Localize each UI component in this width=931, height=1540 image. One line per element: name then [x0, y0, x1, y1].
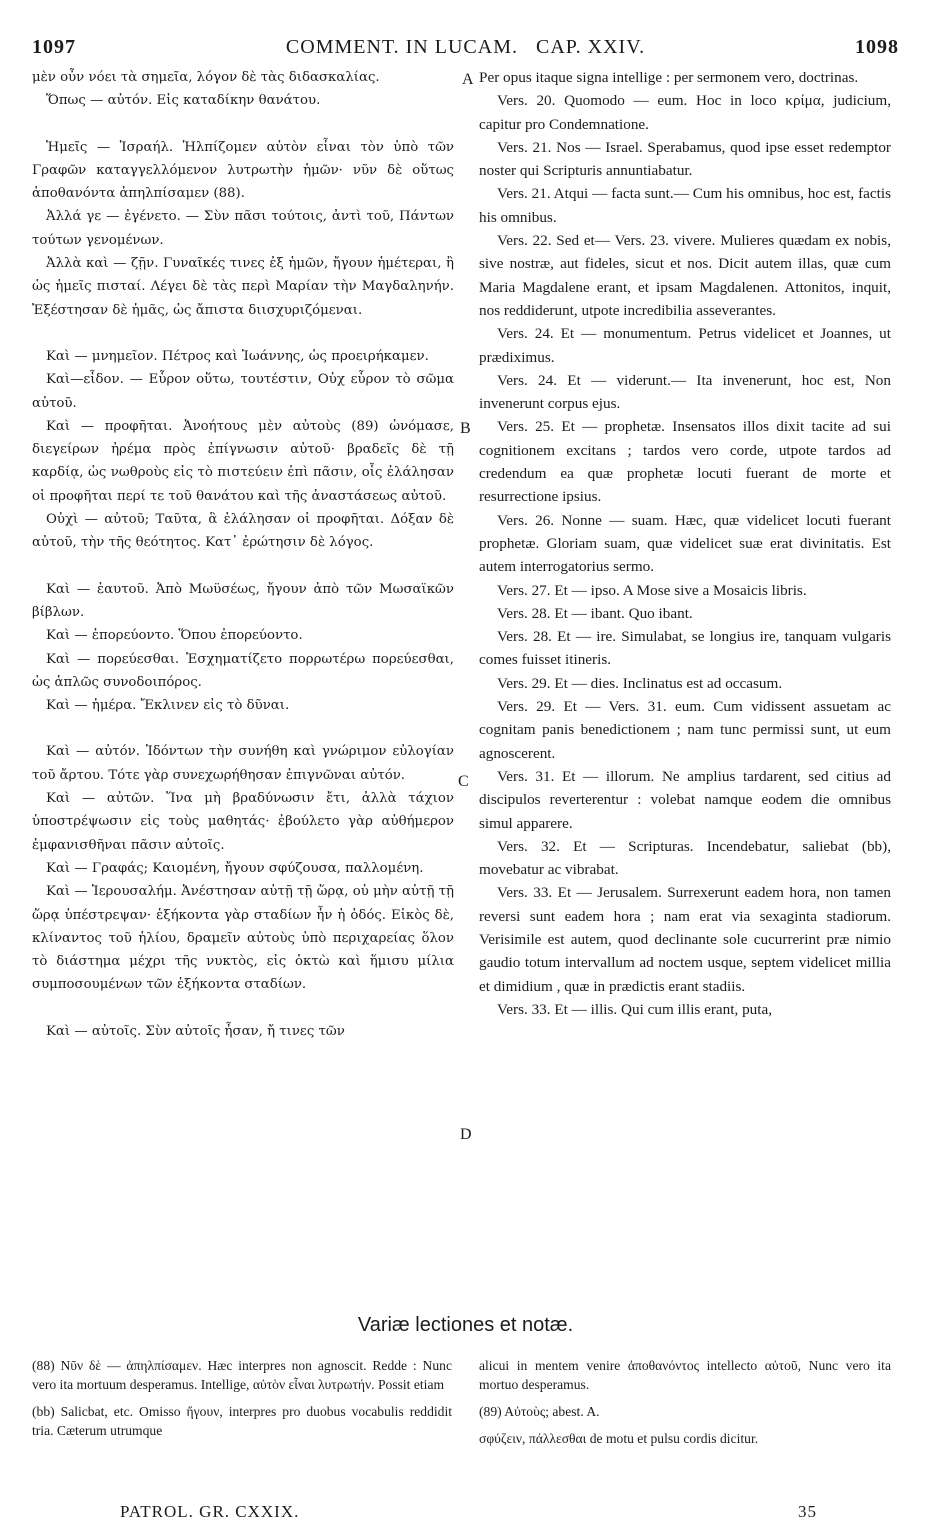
latin-paragraph: Vers. 22. Sed et— Vers. 23. vivere. Mulieres quædam ex nobis, sive nostræ, aut fideles, sicut et nos. Dicit autem illas, quæ cum Maria Magdalene erant, et ipsam Magdalenen. Attonitos, inquit, nos reddiderunt, utpote incredibilia asseverantes. — [479, 232, 891, 319]
greek-paragraph: Καὶ — Ἱερουσαλήμ. Ἀνέστησαν αὐτῇ τῇ ὥρᾳ, οὐ μὴν αὐτῇ τῇ ὥρᾳ ὑπέστρεψαν· ἑξήκοντα γὰρ σταδίων ἦν ἡ ὁδός. Εἰκὸς δὲ, κλίναντος τοῦ ἡλίου, δραμεῖν αὐτοὺς ὑπὸ περιχαρείας ὅλον τὸ διάστημα μέχρι τῆς νυκτὸς, εἰς ὀκτὼ καὶ ἥμισυ μίλια συμποσουμένων τῶν ἑξήκοντα σταδίων. — [32, 884, 454, 993]
margin-letter-b: B — [460, 420, 471, 437]
margin-letter-d: D — [460, 1126, 472, 1143]
greek-paragraph: Καὶ — αὐτῶν. Ἵνα μὴ βραδύνωσιν ἔτι, ἀλλὰ τάχιον ὑποστρέψωσιν εἰς τοὺς μαθητάς· ἐβούλετο γὰρ αὐθήμερον ἐμφανισθῆναι πᾶσιν αὐτοῖς. — [32, 791, 454, 853]
margin-letter-c: C — [458, 773, 469, 790]
greek-paragraph: Καὶ — αὐτόν. Ἰδόντων τὴν συνήθη καὶ γνώριμον εὐλογίαν τοῦ ἄρτου. Τότε γὰρ συνεχωρήθησαν ἐπιγνῶναι αὐτόν. — [32, 744, 454, 783]
margin-letter-a: A — [462, 71, 474, 88]
greek-paragraph: μὲν οὖν νόει τὰ σημεῖα, λόγον δὲ τὰς διδασκαλίας. — [32, 70, 380, 85]
latin-paragraph: Vers. 20. Quomodo — eum. Hoc in loco κρίμα, judicium, capitur pro Condemnatione. — [479, 92, 891, 133]
signature-mark: PATROL. GR. CXXIX. — [120, 1502, 300, 1521]
latin-paragraph: Vers. 28. Et — ire. Simulabat, se longius ire, tanquam vulgaris comes fuisset itineris. — [479, 628, 891, 669]
latin-paragraph: Vers. 29. Et — Vers. 31. eum. Cum vidissent assuetam ac cognitam panis benedictionem ; nam tunc permissi sunt, ut eum agnoscerent. — [479, 698, 891, 762]
latin-paragraph: Vers. 31. Et — illorum. Ne amplius tardarent, sed citius ad discipulos reverterentur : volebat namque eodem die omnibus simul apparere. — [479, 767, 891, 832]
greek-paragraph: Ἀλλά γε — ἐγένετο. — Σὺν πᾶσι τούτοις, ἀντὶ τοῦ, Πάντων τούτων γενομένων. — [32, 209, 454, 248]
running-title: COMMENT. IN LUCAM. CAP. XXIV. — [285, 36, 646, 58]
page-footer — [32, 1502, 899, 1524]
gathering-number: 35 — [798, 1502, 817, 1521]
greek-paragraph: Καὶ — προφῆται. Ἀνοήτους μὲν αὐτοὺς (89) ὠνόμασε, διεγείρων ἠρέμα πρὸς ἐπίγνωσιν αὐτοῦ· βραδεῖς δὲ τῇ καρδίᾳ, ὡς νωθροὺς εἰς τὸ πιστεύειν ἐπὶ πᾶσιν, οἷς ἐλάλησαν οἱ προφῆται περί τε τοῦ θανάτου καὶ τῆς ἀναστάσεως αὐτοῦ. — [32, 418, 454, 504]
greek-paragraph: Καὶ—εἶδον. — Εὗρον οὕτω, τουτέστιν, Οὐχ εὗρον τὸ σῶμα αὐτοῦ. — [32, 372, 454, 411]
greek-paragraph: Οὐχὶ — αὐτοῦ; Ταῦτα, ἃ ἐλάλησαν οἱ προφῆται. Δόξαν δὲ αὐτοῦ, τὴν τῆς θεότητος. Κατ᾽ ἐρώτησιν δὲ λόγος. — [32, 512, 454, 551]
footnote: (88) Νῦν δὲ — ἀπηλπίσαμεν. Hæc interpres non agnoscit. Redde : Nunc vero ita mortuum desperamus. Intellige, αὐτὸν εἶναι λυτρωτήν. Possit etiam — [32, 1358, 452, 1392]
latin-paragraph: Vers. 26. Nonne — suam. Hæc, quæ videlicet locuti fuerant prophetæ. Gloriam suam, quæ videlicet suæ erat divinitatis. Est autem interrogatorius sermo. — [479, 511, 891, 576]
footnote: (89) Αὐτοὺς; abest. A. — [479, 1404, 600, 1419]
latin-paragraph: Per opus itaque signa intellige : per sermonem vero, doctrinas. — [479, 69, 859, 86]
page-number-right: 1098 — [855, 36, 899, 58]
footnote: (bb) Salicbat, etc. Omisso ἤγουν, interpres pro duobus vocabulis reddidit tria. Cæterum utrumque — [32, 1404, 452, 1438]
greek-paragraph: Καὶ — Γραφάς; Καιομένη, ἤγουν σφύζουσα, παλλομένη. — [46, 860, 424, 876]
notes-right-column — [479, 1356, 891, 1456]
greek-paragraph: Καὶ — ἐπορεύοντο. Ὅπου ἐπορεύοντο. — [46, 628, 303, 644]
greek-column — [32, 66, 454, 1286]
page-number-left: 1097 — [32, 36, 76, 58]
greek-paragraph: Ἡμεῖς — Ἰσραήλ. Ἠλπίζομεν αὐτὸν εἶναι τὸν ὑπὸ τῶν Γραφῶν καταγγελλόμενον λυτρωτὴν ἡμῶν· νῦν δὲ οὕτως ἀποθανόντα ἀπηλπίσαμεν (88). — [32, 139, 454, 202]
greek-paragraph: Καὶ — πορεύεσθαι. Ἐσχηματίζετο πορρωτέρω πορεύεσθαι, ὡς ἁπλῶς συνοδοιπόρος. — [32, 651, 454, 690]
latin-paragraph: Vers. 28. Et — ibant. Quo ibant. — [497, 604, 693, 622]
latin-paragraph: Vers. 21. Atqui — facta sunt.— Cum his omnibus, hoc est, factis his omnibus. — [479, 185, 891, 226]
greek-paragraph: Καὶ — ἑαυτοῦ. Ἀπὸ Μωϋσέως, ἤγουν ἀπὸ τῶν Μωσαϊκῶν βίβλων. — [32, 581, 454, 620]
latin-paragraph: Vers. 33. Et — Jerusalem. Surrexerunt eadem hora, non tamen reversi sunt eadem hora ; nam erat via sexaginta stadiorum. Verisimile est autem, quod declinante sole cucurrerint præ nimio gaudio totum intervallum ad noctem usque, septem videlicet millia et dimidium , quæ in prædictis erant stadiis. — [479, 884, 891, 995]
notes-heading: Variæ lectiones et notæ. — [357, 1314, 574, 1336]
latin-paragraph: Vers. 21. Nos — Israel. Sperabamus, quod ipse esset redemptor noster qui Scripturis annuntiabatur. — [479, 138, 891, 180]
latin-column — [479, 66, 891, 1286]
latin-paragraph: Vers. 27. Et — ipso. A Mose sive a Mosaicis libris. — [497, 581, 807, 599]
latin-paragraph: Vers. 29. Et — dies. Inclinatus est ad occasum. — [497, 674, 783, 692]
footnote: σφύζειν, πάλλεσθαι de motu et pulsu cordis dicitur. — [479, 1431, 759, 1446]
latin-paragraph: Vers. 24. Et — viderunt.— Ita invenerunt, hoc est, Non invenerunt corpus ejus. — [479, 371, 891, 413]
greek-paragraph: Καὶ — αὐτοῖς. Σὺν αὐτοῖς ἦσαν, ἤ τινες τῶν — [46, 1023, 345, 1039]
notes-left-column — [32, 1356, 452, 1448]
page-header — [32, 36, 899, 62]
latin-paragraph: Vers. 25. Et — prophetæ. Insensatos illos dixit tacite ad sui cognitionem excitans ; tardos vero corde, utpote tardos ad credendum ea quæ prophetæ locuti fuerant de morte et resurrectione ipsius. — [479, 418, 891, 506]
latin-paragraph: Vers. 33. Et — illis. Qui cum illis erant, puta, — [497, 1000, 773, 1018]
latin-paragraph: Vers. 24. Et — monumentum. Petrus videlicet et Joannes, ut prædiximus. — [479, 325, 891, 366]
latin-paragraph: Vers. 32. Et — Scripturas. Incendebatur, saliebat (bb), movebatur ac vibrabat. — [479, 837, 891, 879]
greek-paragraph: Ὅπως — αὐτόν. Εἰς καταδίκην θανάτου. — [46, 93, 321, 109]
greek-paragraph: Καὶ — μνημεῖον. Πέτρος καὶ Ἰωάννης, ὡς προειρήκαμεν. — [46, 348, 429, 364]
greek-paragraph: Ἀλλὰ καὶ — ζῇν. Γυναῖκές τινες ἐξ ἡμῶν, ἤγουν ἡμέτεραι, ἢ ὡς ἡμεῖς πισταί. Λέγει δὲ τὰς περὶ Μαρίαν τὴν Μαγδαληνήν. Ἐξέστησαν δὲ ἡμᾶς, ὡς ἄπιστα διισχυριζόμεναι. — [32, 256, 454, 318]
greek-paragraph: Καὶ — ἡμέρα. Ἔκλινεν εἰς τὸ δῦναι. — [46, 698, 290, 714]
footnote: alicui in mentem venire ἀποθανόντος intellecto αὐτοῦ, Nunc vero ita mortuo desperamus. — [479, 1358, 891, 1392]
